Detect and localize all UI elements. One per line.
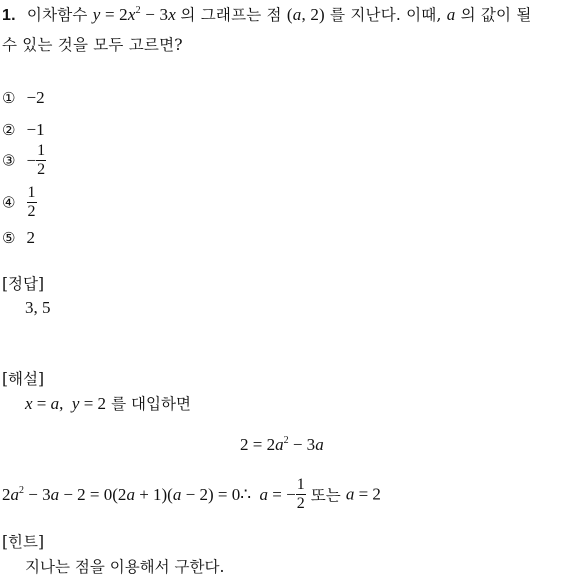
sub-comma: , [59,394,64,413]
func-x2: x [168,5,176,24]
option-value: 2 [26,228,36,247]
answer-value: 3, 5 [25,298,51,317]
point-rest: , 2) [301,5,325,24]
factor-expr [2,485,296,504]
option-value [27,88,45,107]
sub-y: y [71,394,80,413]
fraction-numerator: 1 [296,476,305,493]
center-a1: a [275,435,284,454]
sub-eq1: = [36,394,47,413]
line-a4: a [172,484,182,504]
solution-centered-equation [240,435,324,455]
question-text-b: 의 그래프는 점 [180,6,282,24]
hint-label: [힌트] [2,533,45,551]
option-4[interactable] [2,184,37,221]
fraction-denominator: 2 [27,203,36,220]
point-a: a [292,5,302,24]
line-part4: + 1)( [139,484,173,504]
point-open: ( [286,5,293,24]
line-part1: 2 [2,484,11,504]
center-exp: 2 [283,435,289,446]
center-left: 2 = 2 [240,435,276,454]
option-fraction [36,142,46,179]
func-rest: − 3 [145,5,169,24]
option-mark: ② [2,121,16,139]
line-a3: a [126,484,135,504]
option-mark: ④ [2,193,16,212]
line-a2: a [50,484,60,504]
question-line-2: 수 있는 것을 모두 고르면? [2,36,183,54]
substitution-text: 를 대입하면 [111,395,191,413]
option-1[interactable] [2,88,45,108]
line-a5: a [259,484,269,504]
option-fraction [27,184,37,221]
line-part3: − 2 = 0(2 [63,484,127,504]
line-part6: = − [272,484,296,504]
option-mark: ③ [2,151,16,170]
answer-label: [정답] [2,275,45,293]
option-sign: − [26,120,37,139]
fraction-numerator: 1 [27,184,36,201]
question-number: 1. [2,7,16,24]
option-value [27,120,45,139]
line-a6: a [345,484,355,504]
sub-a: a [50,394,60,413]
option-mark: ⑤ [2,229,16,247]
substitution-expr [25,394,106,413]
hint-text: 지나는 점을 이용해서 구한다. [25,558,225,576]
line-or: 또는 [310,486,341,505]
func-exp: 2 [135,5,141,16]
question-line-1 [2,3,532,25]
solution-label: [해설] [2,370,45,388]
center-rest: − 3 [292,435,316,454]
option-number: 2 [36,88,45,107]
question-function [93,5,181,24]
final-expr [346,485,381,504]
func-y: y [92,5,101,24]
option-2[interactable] [2,120,45,140]
option-sign: − [26,150,37,170]
line-part5: − 2) = 0∴ [185,484,252,504]
solution-factor-line [2,476,381,513]
fraction-denominator: 2 [37,161,46,178]
question-var-a: a [446,5,456,24]
question-text-a: 이차함수 [26,6,88,24]
center-a2: a [315,435,324,454]
line-part7: = 2 [358,484,381,504]
question-point [287,5,325,24]
option-number: 1 [36,120,45,139]
question-text-d: 의 값이 될 [460,6,532,24]
fraction-denominator: 2 [296,495,305,512]
line-a1: a [10,484,19,504]
option-5[interactable] [2,228,35,248]
fraction-numerator: 1 [37,142,46,159]
func-eq: = 2 [104,5,128,24]
solution-substitution [25,392,191,414]
option-3[interactable] [2,142,46,179]
solution-fraction [296,476,306,513]
sub-x: x [25,394,33,413]
question-text-c: 를 지난다. 이때, [330,6,442,24]
sub-eq2: = 2 [83,394,107,413]
func-x1: x [127,5,136,24]
line-part2: − 3 [28,484,51,504]
option-sign: − [26,88,37,107]
option-mark: ① [2,89,16,107]
line-exp: 2 [19,484,24,496]
